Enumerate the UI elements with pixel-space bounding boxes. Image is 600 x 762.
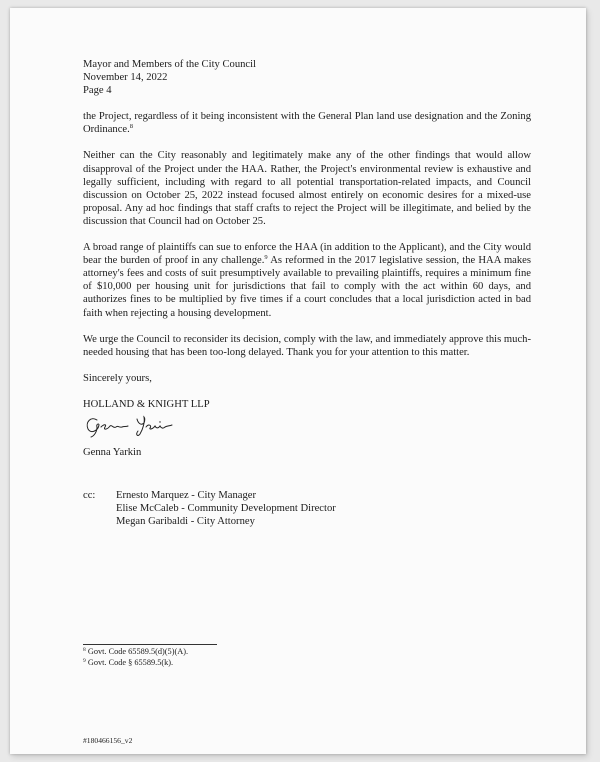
- paragraph-1: [83, 110, 531, 136]
- paragraph-3-text-a: A broad range of plaintiffs can sue to enforce the HAA (in addition to the Applicant), and the City would bear the burden of proof in any challenge.: [83, 242, 531, 267]
- footnote-divider: [83, 644, 217, 645]
- letter-header: [83, 58, 531, 97]
- signature-icon: [83, 412, 193, 438]
- footnote-text: Govt. Code 65589.5(d)(5)(A).: [87, 647, 189, 656]
- footnotes: [83, 644, 531, 669]
- paragraph-3-text-b: As reformed in the 2017 legislative session, the HAA makes attorney's fees and costs of suit presumptively available to prevailing plaintiffs, requires a minimum fine of $10,000 per housing unit for jurisdictions that fail to comply with the act within 60 days, and authorizes fines to be multiplied by five times if a court concludes that a local jurisdiction acted in bad faith when rejecting a housing development.: [83, 255, 532, 319]
- footnote-ref-8[interactable]: 8: [129, 123, 134, 131]
- cc-list: [116, 489, 336, 528]
- page-number: Page 4: [83, 85, 112, 97]
- paragraph-4: We urge the Council to reconsider its decision, comply with the law, and immediately approve this much-needed housing that has been too-long delayed. Thank you for your attention to this matter.: [83, 333, 531, 358]
- document-id: #180466156_v2: [83, 736, 133, 745]
- recipient-line: Mayor and Members of the City Council: [83, 59, 257, 70]
- paragraph-1-text: the Project, regardless of it being inconsistent with the General Plan land use designation and the Zoning Ordinance.: [83, 111, 531, 136]
- cc-label: cc:: [83, 490, 96, 502]
- footnote-text: Govt. Code § 65589.5(k).: [87, 657, 174, 667]
- cc-recipient: Ernesto Marquez - City Manager: [116, 490, 257, 502]
- cc-recipient: Megan Garibaldi - City Attorney: [116, 516, 255, 528]
- footnote-number: 9: [83, 657, 86, 664]
- signer-name: Genna Yarkin: [83, 446, 142, 458]
- footnote-8: [83, 647, 531, 658]
- footnote-number: 8: [83, 647, 86, 653]
- cc-block: [83, 489, 531, 531]
- footnote-9: [83, 658, 531, 669]
- closing-salutation: Sincerely yours,: [83, 372, 152, 384]
- letter-body: [83, 58, 531, 531]
- paragraph-3: [83, 241, 531, 320]
- letter-date: November 14, 2022: [83, 72, 168, 84]
- footnote-ref-9[interactable]: 9: [264, 254, 268, 262]
- letter-page: [10, 8, 586, 754]
- handwritten-signature: [83, 412, 531, 438]
- paragraph-2: Neither can the City reasonably and legitimately make any of the other findings that would allow disapproval of the Project under the HAA. Rather, the Project's environmental review is exhaustive and legally sufficient, including with regard to all potential transportation-related impacts, and Council discussion on October 25, 2022 instead focused almost entirely on economic desires for a mixed-use proposal. Any ad hoc findings that staff crafts to reject the Project will be illegitimate, and belied by the discussion that Council had on October 25.: [83, 150, 531, 227]
- firm-name: HOLLAND & KNIGHT LLP: [83, 398, 210, 410]
- cc-recipient: Elise McCaleb - Community Development Director: [116, 503, 336, 515]
